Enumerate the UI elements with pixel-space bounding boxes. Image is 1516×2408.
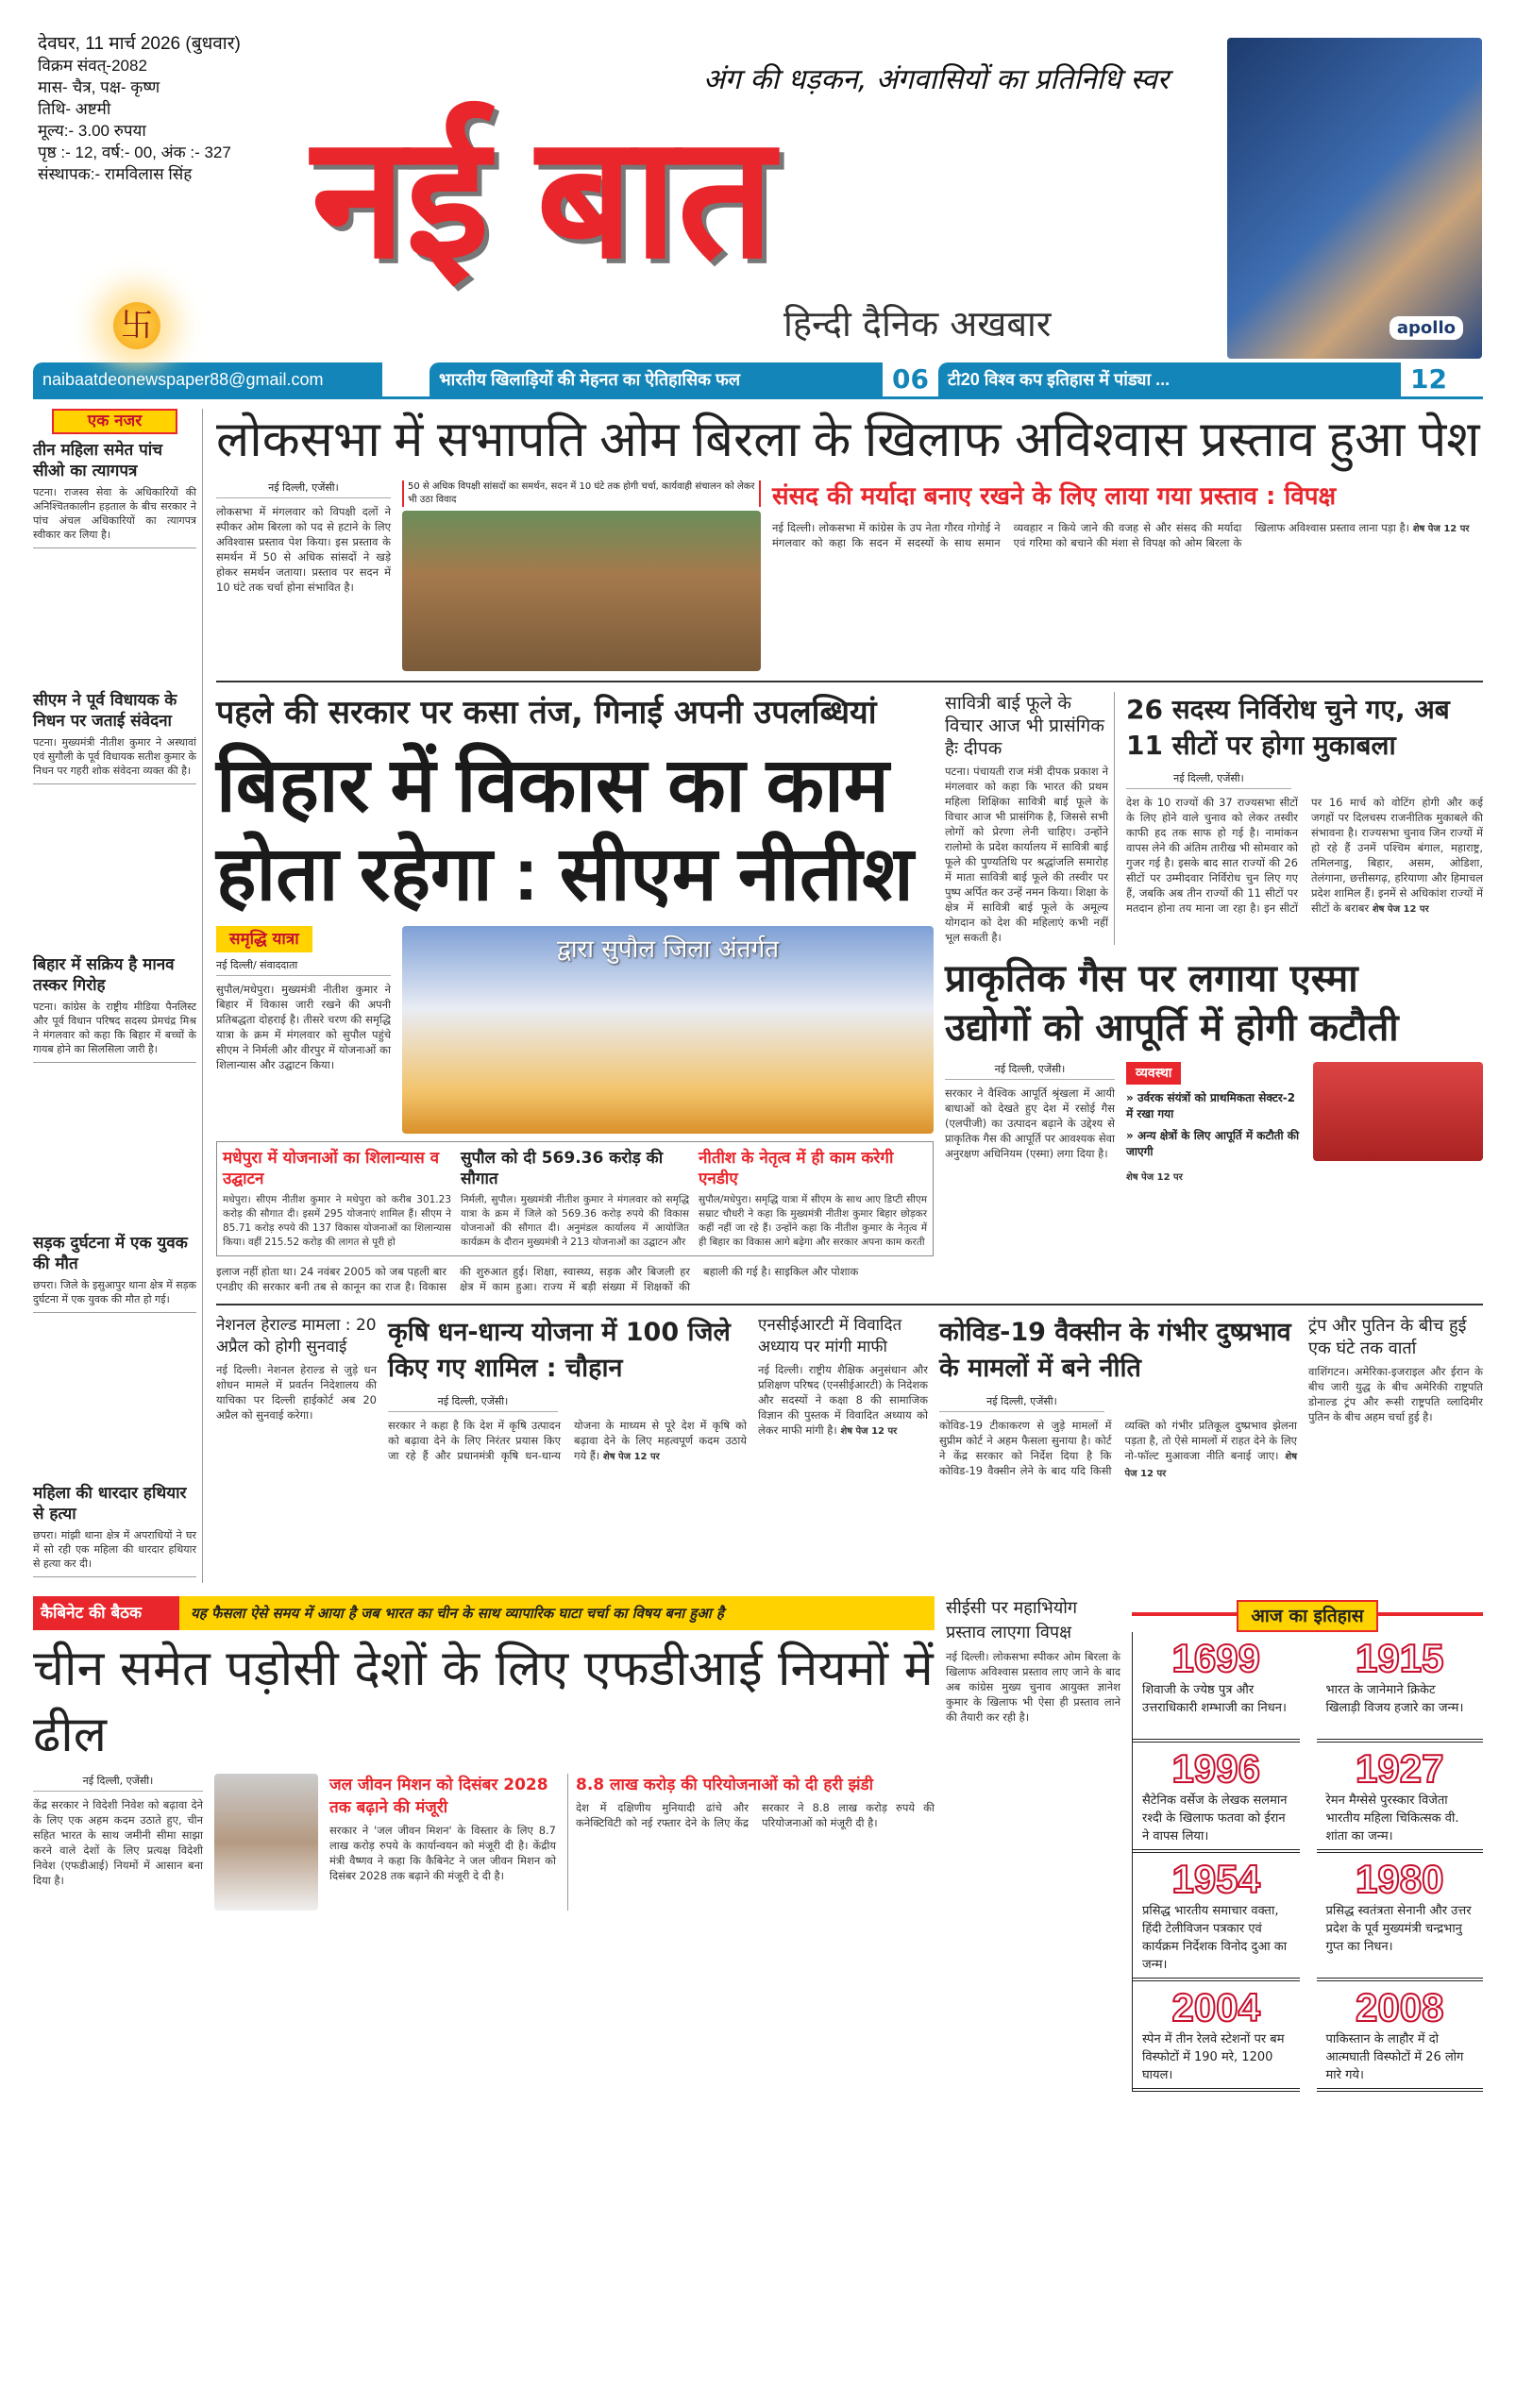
supaul-box	[461, 1148, 689, 1250]
continued-label: शेष पेज 12 पर	[1126, 1172, 1183, 1183]
middle-row	[216, 692, 1483, 1294]
minister-photo	[214, 1774, 318, 1911]
gas-headline-1: प्राकृतिक गैस पर लगाया एस्मा	[945, 957, 1358, 1001]
savitri-rajyasabha-row	[945, 692, 1483, 945]
brief-item	[33, 1483, 196, 1577]
teaser-text: टी20 विश्व कप इतिहास में पांड्या ...	[947, 370, 1171, 389]
article-headline: नेशनल हेराल्ड मामला : 20 अप्रैल को होगी सुनवाई	[216, 1316, 377, 1356]
history-item	[1317, 1981, 1484, 2092]
continued-label: शेष पेज 12 पर	[1372, 904, 1429, 915]
fdi-text	[33, 1774, 203, 1911]
gas-continued	[1126, 1169, 1483, 1186]
price: मूल्य:- 3.00 रुपया	[38, 122, 146, 140]
history-year: 1954	[1171, 1857, 1260, 1901]
article-body: देश के 10 राज्यों की 37 राज्यसभा सीटों के लिए होने वाले चुनाव को लेकर तस्वीर काफी हद तक साफ हो गई है। नामांकन वापस लेने की अंतिम तारीख भी सोमवार को गुजर गई है। इसके बाद सात राज्यों की 26 सीटों पर उम्मीदवार निर्विरोध चुन लिए गए हैं, जबकि अब तीन राज्यों की 11 सीटों पर मतदान होना तय माना जा रहा है। इन सीटों पर 16 मार्च को वोटिंग होगी और कई जगहों पर दिलचस्प राजनीतिक मुकाबले की संभावना है। राज्यसभा चुनाव जिन राज्यों में हो रहे हैं उनमें पश्चिम बंगाल, महाराष्ट्र, तमिलनाडु, बिहार, असम, ओडिशा, तेलंगाना, छत्तीसगढ़, हरियाणा और हिमाचल प्रदेश शामिल हैं। इनमें से अधिकांश राज्यों में सीटों के बराबर	[1126, 796, 1483, 915]
samriddhi-ribbon: समृद्धि यात्रा	[216, 926, 312, 952]
brief-item	[33, 954, 196, 1063]
article-body: वाशिंगटन। अमेरिका-इजराइल और ईरान के बीच जारी युद्ध के बीच अमेरिकी राष्ट्रपति डोनाल्ड ट्रंप और रूसी राष्ट्रपति व्लादिमीर पुतिन के बीच अहम चर्चा हुई है।	[1308, 1365, 1483, 1423]
lead-subbody	[772, 520, 1483, 550]
right-section	[945, 692, 1483, 1294]
history-item	[1133, 1981, 1300, 2092]
edition-date: देवघर, 11 मार्च 2026 (बुधवार)	[38, 34, 241, 54]
newspaper-title: नई बात	[312, 103, 775, 293]
lead-headline: लोकसभा में सभापति ओम बिरला के खिलाफ अविश्वास प्रस्ताव हुआ पेश	[216, 413, 1480, 467]
history-text: प्रसिद्ध भारतीय समाचार वक्ता, हिंदी टेलीविजन पत्रकार एवं कार्यक्रम निर्देशक विनोद दुआ का जन्म।	[1142, 1904, 1288, 1972]
article-headline: एनसीईआरटी में विवादित अध्याय पर मांगी माफी	[758, 1316, 902, 1356]
month: मास- चैत्र, पक्ष- कृष्ण	[38, 78, 160, 96]
brief-title: महिला की धारदार हथियार से हत्या	[33, 1484, 187, 1524]
point: उर्वरक संयंत्रों को प्राथमिकता सेक्टर-2 में रखा गया	[1126, 1091, 1296, 1120]
divider	[216, 681, 1483, 682]
bihar-text	[216, 926, 391, 1134]
gas-headline-2: उद्योगों को आपूर्ति में होगी कटौती	[945, 1006, 1399, 1050]
cricketer-photo	[1227, 38, 1482, 359]
krishi-article	[388, 1315, 747, 1482]
history-year: 2004	[1171, 1985, 1260, 2029]
bihar-headline	[216, 741, 934, 918]
teaser-text: भारतीय खिलाड़ियों की मेहनत का ऐतिहासिक फल	[439, 370, 741, 389]
article-body: सुपौल/मधेपुरा। मुख्यमंत्री नीतीश कुमार ने बिहार में विकास जारी रखने की अपनी प्रतिबद्धता दोहराई है। तीसरे चरण की समृद्धि यात्रा के क्रम में मंगलवार को सुपौल पहुंचे सीएम ने निर्मली और वीरपुर में योजनाओं का शिलान्यास और उद्घाटन किया।	[216, 983, 391, 1071]
history-year: 1927	[1356, 1746, 1444, 1791]
history-text: प्रसिद्ध स्वतंत्रता सेनानी और उत्तर प्रदेश के पूर्व मुख्यमंत्री चन्द्रभानु गुप्त का निधन।	[1325, 1904, 1472, 1954]
lead-text	[216, 480, 391, 671]
main-area	[33, 409, 1483, 1583]
history-year: 1996	[1171, 1746, 1260, 1791]
brief-title: बिहार में सक्रिय है मानव तस्कर गिरोह	[33, 955, 175, 995]
history-item	[1317, 1632, 1484, 1743]
article-body: देश में दक्षिणीय मुनियादी ढांचे और कनेक्टिविटी को नई रफ्तार देने के लिए केंद्र सरकार ने 8.8 लाख करोड़ रुपये की परियोजनाओं को मंजूरी दी है।	[576, 1801, 935, 1829]
brief-body: छपरा। मांझी थाना क्षेत्र में अपराधियों ने घर में सो रही एक महिला की धारदार हथियार से हत्या कर दी।	[33, 1528, 196, 1577]
history-text: सैटेनिक वर्सेज के लेखक सलमान रश्दी के खिलाफ फतवा को ईरान ने वापस लिया।	[1142, 1793, 1288, 1844]
bihar-headline-1: बिहार में विकास का काम	[216, 743, 889, 827]
dateline: नई दिल्ली, एजेंसी।	[33, 1774, 203, 1792]
article-body: सरकार ने 'जल जीवन मिशन' के विस्तार के लिए 8.7 लाख करोड़ रुपये के कार्यान्वयन को मंजूरी दी है। केंद्रीय मंत्री वैष्णव ने कहा कि कैबिनेट ने जल जीवन मिशन को दिसंबर 2028 तक बढ़ाने की मंजूरी दे दी है।	[329, 1824, 556, 1882]
vyavastha-block	[1126, 1062, 1483, 1186]
article-body: सरकार ने कहा है कि देश में कृषि उत्पादन को बढ़ावा देने के लिए निरंतर प्रयास किए जा रहे हैं और प्रधानमंत्री कृषि धन-धान्य योजना के माध्यम से पूरे देश में कृषि को बढ़ावा देने के लिए महत्वपूर्ण कदम उठाये गये हैं।	[388, 1419, 747, 1462]
dateline: नई दिल्ली, एजेंसी।	[1126, 771, 1291, 789]
third-row	[216, 1315, 1483, 1482]
history-year: 2008	[1356, 1985, 1444, 2029]
history-text: स्पेन में तीन रेलवे स्टेशनों पर बम विस्फोटों में 190 मरे, 1200 घायल।	[1142, 2032, 1285, 2082]
bihar-boxes	[216, 1141, 934, 1256]
history-text: रेमन मैग्सेसे पुरस्कार विजेता भारतीय महिला चिकित्सक वी. शांता का जन्म।	[1325, 1793, 1459, 1844]
bihar-tail: इलाज नहीं होता था। 24 नवंबर 2005 को जब पहली बार एनडीए की सरकार बनी तब से कानून का राज है। विकास की शुरुआत हुई। शिक्षा, स्वास्थ्य, सड़क और बिजली हर क्षेत्र में काम हुआ। राज्य में बड़ी संख्या में शिक्षकों की बहाली की गई है। साइकिल और पोशाक	[216, 1265, 859, 1293]
history-text: शिवाजी के ज्येष्ठ पुत्र और उत्तराधिकारी शम्भाजी का निधन।	[1142, 1683, 1287, 1715]
dateline: नई दिल्ली, एजेंसी।	[388, 1394, 558, 1412]
article-body: कोविड-19 टीकाकरण से जुड़े मामलों में सुप्रीम कोर्ट ने अहम फैसला सुनाया है। कोर्ट ने केंद्र सरकार को निर्देश दिया है कि कोविड-19 वैक्सीन लेने के बाद यदि किसी व्यक्ति को गंभीर प्रतिकूल दुष्प्रभाव झेलना पड़ता है, तो ऐसे मामलों में राहत देने के लिए नो-फॉल्ट मुआवजा नीति बनाई जाए।	[939, 1419, 1297, 1477]
brief-body: पटना। राजस्व सेवा के अधिकारियों की अनिश्चितकालीन हड़ताल के बीच सरकार ने पांच अंचल अधिकारियों का त्यागपत्र स्वीकार कर लिया है।	[33, 485, 196, 548]
brief-title: सड़क दुर्घटना में एक युवक की मौत	[33, 1234, 188, 1273]
article-body: केंद्र सरकार ने विदेशी निवेश को बढ़ावा देने के लिए एक अहम कदम उठाते हुए, चीन सहित भारत के साथ जमीनी सीमा साझा करने वाले देशों के लिए प्रत्यक्ष विदेशी निवेश (एफडीआई) नियमों में आसान बना दिया है।	[33, 1798, 203, 1887]
lead-sub-block	[772, 480, 1483, 671]
subheadline: 8.8 लाख करोड़ की परियोजनाओं को दी हरी झंडी	[576, 1776, 873, 1794]
article-headline: ट्रंप और पुतिन के बीच हुई एक घंटे तक वार्ता	[1308, 1316, 1467, 1358]
edition-info	[38, 33, 283, 185]
rajyasabha-article	[1126, 692, 1483, 945]
continued-label: शेष पेज 12 पर	[1124, 1452, 1297, 1479]
ek-nazar-column	[33, 409, 203, 1583]
box-title: सुपौल को दी 569.36 करोड़ की सौगात	[461, 1149, 664, 1188]
continued-label: शेष पेज 12 पर	[602, 1452, 660, 1462]
trump-article	[1308, 1315, 1483, 1482]
ncert-article	[758, 1315, 928, 1482]
brief-item	[33, 1233, 196, 1313]
founder: संस्थापक:- रामविलास सिंह	[38, 165, 193, 183]
article-body: नई दिल्ली। नेशनल हेराल्ड से जुड़े धन शोधन मामले में प्रवर्तन निदेशालय की याचिका पर दिल्ली हाईकोर्ट अब 20 अप्रैल को सुनवाई करेगा।	[216, 1363, 377, 1422]
article-headline: कोविड-19 वैक्सीन के गंभीर दुष्प्रभाव के मामलों में बने नीति	[939, 1318, 1291, 1383]
dateline: नई दिल्ली/ संवाददाता	[216, 958, 391, 976]
jal-jeevan-article	[329, 1774, 556, 1911]
box-title: मधेपुरा में योजनाओं का शिलान्यास व उद्घाटन	[223, 1149, 440, 1188]
divider	[216, 1304, 1483, 1305]
brief-item	[33, 440, 196, 548]
projects-article	[567, 1774, 935, 1911]
brief-body: पटना। मुख्यमंत्री नीतीश कुमार ने अस्थावां एवं सुगौली के पूर्व विधायक सतीश कुमार के निधन पर गहरी शोक संवेदना व्यक्त की है।	[33, 735, 196, 784]
continued-label: शेष पेज 12 पर	[1412, 524, 1470, 534]
email-link[interactable]	[33, 362, 382, 396]
box-body: सुपौल/मधेपुरा। समृद्धि यात्रा में सीएम के साथ आए डिप्टी सीएम सम्राट चौधरी ने कहा कि मुख्यमंत्री नीतीश कुमार बिहार छोड़कर कहीं नहीं जा रहे हैं। उन्होंने कहा कि नीतीश कुमार के नेतृत्व में ही बिहार का विकास आगे बढ़ेगा और सरकार अपना काम करती	[699, 1194, 927, 1248]
brief-body: छपरा। जिले के इसुआपुर थाना क्षेत्र में सड़क दुर्घटना में एक युवक की मौत हो गई।	[33, 1278, 196, 1313]
teaser-2-page: 12	[1409, 363, 1447, 395]
herald-article	[216, 1315, 377, 1482]
email: naibaatdeonewspaper88@gmail.com	[42, 370, 324, 389]
nda-box	[699, 1148, 927, 1250]
tagline: अंग की धड़कन, अंगवासियों का प्रतिनिधि स्वर	[703, 63, 1170, 96]
article-body: नई दिल्ली। लोकसभा स्पीकर ओम बिरला के खिलाफ अविश्वास प्रस्ताव लाए जाने के बाद अब कांग्रेस मुख्य चुनाव आयुक्त ज्ञानेश कुमार के खिलाफ भी ऐसा ही प्रस्ताव लाने की तैयारी कर रही है।	[946, 1650, 1120, 1724]
history-item	[1133, 1632, 1300, 1743]
fdi-section	[33, 1596, 935, 2092]
dateline: नई दिल्ली, एजेंसी।	[939, 1394, 1104, 1412]
article-body: नई दिल्ली। लोकसभा में कांग्रेस के उप नेता गौरव गोगोई ने मंगलवार को कहा कि सदन में सदस्यों के साथ समान व्यवहार न किये जाने की वजह से और संसद की मर्यादा एवं गरिमा को बचाने की मंशा से विपक्ष को ओम बिरला के खिलाफ अविश्वास प्रस्ताव लाना पड़ा है।	[772, 521, 1410, 549]
article-body: सरकार ने वैश्विक आपूर्ति श्रृंखला में आयी बाधाओं को देखते हुए देश में रसोई गैस (एलपीजी) का उत्पादन बढ़ाने के उद्देश्य से प्राकृतिक गैस की आपूर्ति पर आवश्यक सेवा अनुरक्षण अधिनियम (एस्मा) लगा दिया है।	[945, 1086, 1115, 1160]
article-body: पटना। पंचायती राज मंत्री दीपक प्रकाश ने मंगलवार को कहा कि भारत की प्रथम महिला शिक्षिका सावित्री बाई फूले के विचार आज भी प्रासंगिक है, जिससे सभी लोगों को प्रेरणा लेनी चाहिए। उन्होंने रालोमो के प्रदेश कार्यालय में सावित्री बाई फूले की पुण्यतिथि पर श्रद्धांजलि समारोह में माता सावित्री बाई फूले की तस्वीर पर पुष्प अर्पित कर उन्हें नमन किया। शिक्षा के क्षेत्र में सावित्री बाई फूले के अमूल्य योगदान को देश की महिलाएं कभी नहीं भूल सकती है।	[945, 765, 1108, 944]
article-headline: सावित्री बाई फूले के विचार आज भी प्रासंगिक हैः दीपक	[945, 693, 1104, 759]
samvat: विक्रम संवत्-2082	[38, 57, 147, 75]
lead-row	[216, 480, 1483, 671]
history-item	[1133, 1853, 1300, 1981]
bihar-kicker: पहले की सरकार पर कसा तंज, गिनाई अपनी उपलब्धियां	[216, 694, 877, 732]
vyavastha-box: व्यवस्था » उर्वरक संयंत्रों को प्राथमिकता सेक्टर-2 में रखा गया » अन्य क्षेत्रों के लिए आपूर्ति में कटौती की जाएगी	[1126, 1062, 1302, 1161]
cabinet-ribbon: कैबिनेट की बैठक	[33, 1596, 179, 1630]
parliament-photo	[402, 511, 761, 671]
teaser-2[interactable]	[938, 362, 1401, 396]
brief-body: पटना। कांग्रेस के राष्ट्रीय मीडिया पैनलिस्ट और पूर्व विधान परिषद सदस्य प्रेमचंद्र मिश्र ने मंगलवार को कहा कि बिहार में बच्चों के गायब होने का सिलसिला जारी है।	[33, 1000, 196, 1063]
article-body: लोकसभा में मंगलवार को विपक्षी दलों ने स्पीकर ओम बिरला को पद से हटाने के लिए अविश्वास प्रस्ताव पेश किया। इस प्रस्ताव के समर्थन में 50 से अधिक सांसदों ने खड़े होकर समर्थन जताया। प्रस्ताव पर सदन में 10 घंटे तक चर्चा होना संभावित है।	[216, 505, 391, 594]
history-year: 1915	[1356, 1636, 1444, 1680]
history-title: आज का इतिहास	[1237, 1600, 1378, 1632]
article-headline: सीईसी पर महाभियोग प्रस्ताव लाएगा विपक्ष	[946, 1598, 1078, 1642]
section-ribbon: एक नजर	[52, 409, 177, 434]
teaser-strip	[33, 362, 1483, 399]
history-box	[1132, 1596, 1483, 2092]
history-year: 1980	[1356, 1857, 1444, 1901]
history-item	[1317, 1743, 1484, 1853]
history-text: भारत के जानेमाने क्रिकेट खिलाड़ी विजय हजारे का जन्म।	[1325, 1683, 1464, 1715]
teaser-1[interactable]	[430, 362, 883, 396]
savitri-article	[945, 692, 1115, 945]
cec-article	[946, 1596, 1120, 2092]
bihar-section	[216, 692, 934, 1294]
photo-caption: 50 से अधिक विपक्षी सांसदों का समर्थन, सदन में 10 घंटे तक होगी चर्चा, कार्यवाही संचालन को लेकर भी उठा विवाद	[402, 480, 761, 507]
lead-photo-block	[402, 480, 761, 671]
subheadline: जल जीवन मिशन को दिसंबर 2028 तक बढ़ाने की मंजूरी	[329, 1776, 548, 1817]
section-ribbon: व्यवस्था	[1126, 1062, 1181, 1085]
brief-item	[33, 690, 196, 784]
cm-nitish-photo	[402, 926, 934, 1134]
dateline: नई दिल्ली, एजेंसी।	[945, 1062, 1115, 1080]
content-area	[216, 409, 1483, 1583]
history-grid	[1132, 1632, 1483, 2092]
history-text: पाकिस्तान के लाहौर में दो आत्मघाती विस्फोटों में 26 लोग मारे गये।	[1325, 2032, 1464, 2082]
photo-banner: द्वारा सुपौल जिला अंतर्गत	[556, 935, 780, 964]
lead-subheadline: संसद की मर्यादा बनाए रखने के लिए लाया गया प्रस्ताव : विपक्ष	[772, 482, 1337, 511]
masthead	[0, 0, 1516, 362]
fdi-banner	[33, 1596, 935, 1630]
history-item	[1317, 1853, 1484, 1981]
box-title: नीतीश के नेतृत्व में ही काम करेगी एनडीए	[699, 1149, 894, 1188]
article-headline: कृषि धन-धान्य योजना में 100 जिले किए गए शामिल : चौहान	[388, 1318, 731, 1383]
box-body: मधेपुरा। सीएम नीतीश कुमार ने मधेपुरा को करीब 301.23 करोड़ की सौगात दी। इसमें 295 योजनाएं शामिल हैं। सीएम ने 85.71 करोड़ रुपये की 137 विकास योजनाओं का शिलान्यास किया। वहीं 215.52 करोड़ की लागत से पूरी हो	[223, 1194, 451, 1248]
fdi-kicker: यह फैसला ऐसे समय में आया है जब भारत का चीन के साथ व्यापारिक घाटा चर्चा का विषय बना हुआ है	[179, 1596, 935, 1630]
bottom-section	[33, 1596, 1483, 2092]
history-year: 1699	[1171, 1636, 1260, 1680]
brief-title: सीएम ने पूर्व विधायक के निधन पर जताई संवेदना	[33, 691, 177, 731]
history-item	[1133, 1743, 1300, 1853]
teaser-1-page: 06	[892, 363, 929, 395]
bihar-photo-row	[216, 926, 934, 1134]
swastik-icon: 卐	[113, 302, 160, 349]
fdi-headline: चीन समेत पड़ोसी देशों के लिए एफडीआई नियमों में ढील	[33, 1641, 934, 1763]
gas-cylinder-photo	[1313, 1062, 1483, 1161]
article-body: नई दिल्ली। राष्ट्रीय शैक्षिक अनुसंधान और प्रशिक्षण परिषद (एनसीईआरटी) के निदेशक और सदस्यों ने कक्षा 8 की सामाजिक विज्ञान की पुस्तक में विवादित अध्याय को लेकर माफी मांगी है।	[758, 1363, 928, 1437]
brief-title: तीन महिला समेत पांच सीओ का त्यागपत्र	[33, 441, 163, 480]
gas-row	[945, 1062, 1483, 1186]
box-body: निर्मली, सुपौल। मुख्यमंत्री नीतीश कुमार ने मंगलवार को समृद्धि यात्रा के क्रम में जिले को 569.36 करोड़ रुपये की विकास योजनाओं की सौगात दी। अनुमंडल कार्यालय में आयोजित कार्यक्रम के दौरान मुख्यमंत्री ने 213 योजनाओं का उद्घाटन और	[461, 1194, 689, 1248]
rajyasabha-headline: 26 सदस्य निर्विरोध चुने गए, अब 11 सीटों पर होगा मुकाबला	[1126, 694, 1450, 761]
madhepura-box	[223, 1148, 451, 1250]
covid-article	[939, 1315, 1297, 1482]
gas-text	[945, 1062, 1115, 1186]
gas-article	[945, 954, 1483, 1052]
tithi: तिथि- अष्टमी	[38, 100, 111, 118]
newspaper-subtitle: हिन्दी दैनिक अखबार	[783, 303, 1052, 345]
fdi-row	[33, 1774, 935, 1911]
continued-label: शेष पेज 12 पर	[840, 1426, 898, 1437]
dateline: नई दिल्ली, एजेंसी।	[216, 480, 391, 498]
page-issue: पृष्ठ :- 12, वर्ष:- 00, अंक :- 327	[38, 143, 231, 161]
sponsor-logo: apollo	[1390, 316, 1463, 340]
bihar-headline-2: होता रहेगा : सीएम नीतीश	[216, 832, 914, 916]
point: अन्य क्षेत्रों के लिए आपूर्ति में कटौती की जाएगी	[1126, 1129, 1300, 1158]
